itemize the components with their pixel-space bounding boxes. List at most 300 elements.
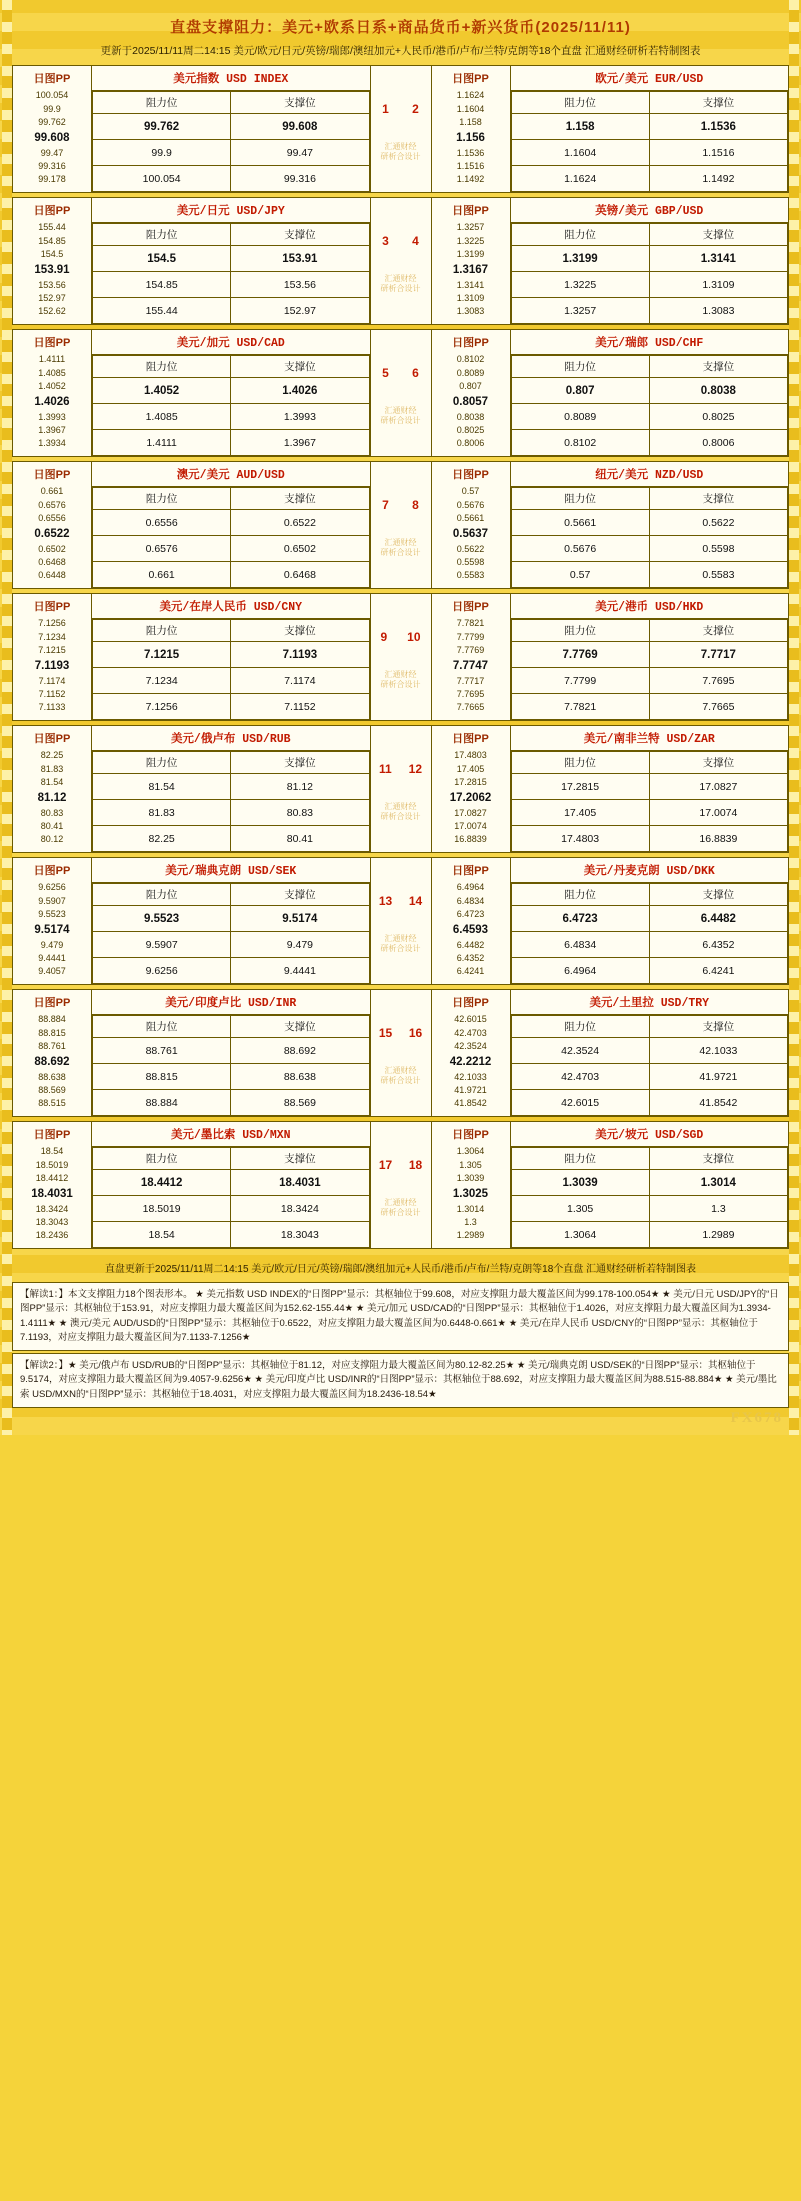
table-row (93, 774, 370, 800)
table-row (511, 536, 788, 562)
axis-value: 1.3141 (456, 280, 485, 291)
axis-value: 0.8089 (456, 367, 485, 378)
axis-value: 1.1492 (456, 174, 485, 185)
resistance-value: 18.4412 (93, 1170, 231, 1196)
resistance-value: 1.1604 (511, 140, 649, 166)
axis-value: 99.316 (38, 161, 66, 172)
axis-value: 6.4482 (456, 940, 485, 951)
watermark-text: 汇通财经 研析合设计 (380, 142, 421, 161)
resistance-value: 0.6556 (93, 510, 231, 536)
column-header-support: 支撑位 (231, 884, 369, 906)
resistance-value: 7.7821 (511, 694, 649, 720)
support-value: 1.3014 (649, 1170, 787, 1196)
support-value: 80.83 (231, 800, 369, 826)
axis-value: 9.5907 (38, 895, 66, 906)
axis-value: 99.608 (34, 131, 70, 144)
axis-value: 17.0827 (454, 808, 487, 819)
index-number-left: 3 (382, 234, 389, 249)
axis-scale-right (431, 330, 510, 457)
table-row (93, 404, 370, 430)
resistance-value: 99.9 (93, 140, 231, 166)
axis-value: 88.884 (38, 1014, 66, 1025)
column-header-support: 支撑位 (649, 92, 787, 114)
resistance-value: 1.4085 (93, 404, 231, 430)
support-value: 41.9721 (649, 1064, 787, 1090)
support-value: 7.1174 (231, 668, 369, 694)
axis-value: 82.25 (40, 750, 64, 761)
axis-value: 9.5174 (34, 923, 70, 936)
support-value: 17.0827 (649, 774, 787, 800)
support-value: 9.5174 (231, 906, 369, 932)
resistance-value: 17.405 (511, 800, 649, 826)
axis-value: 1.3967 (38, 425, 66, 436)
axis-value: 0.5598 (456, 557, 485, 568)
index-number-right: 2 (412, 102, 419, 117)
axis-value: 7.7747 (452, 659, 489, 672)
axis-value: 9.4441 (38, 953, 66, 964)
axis-value: 7.1152 (38, 689, 66, 700)
resistance-value: 154.85 (93, 272, 231, 298)
axis-header-label: 日图PP (452, 336, 489, 349)
axis-value: 1.1516 (456, 161, 485, 172)
pair-block-right (510, 594, 789, 721)
table-row (93, 958, 370, 984)
axis-value: 1.3225 (456, 235, 485, 246)
pair-block-left (92, 330, 371, 457)
axis-value: 16.8839 (454, 834, 487, 845)
table-row (93, 1170, 370, 1196)
table-row (93, 906, 370, 932)
index-column (370, 858, 431, 985)
axis-value: 1.1536 (456, 148, 485, 159)
support-value: 1.3109 (649, 272, 787, 298)
pair-block-left (92, 198, 371, 325)
index-number-left: 1 (382, 102, 389, 117)
axis-value: 1.4026 (34, 395, 70, 408)
index-number-left: 17 (378, 1158, 393, 1173)
support-value: 9.4441 (231, 958, 369, 984)
column-header-support: 支撑位 (231, 92, 369, 114)
table-row (511, 510, 788, 536)
axis-value: 0.6468 (38, 557, 66, 568)
axis-header-label: 日图PP (33, 204, 71, 217)
axis-value: 0.57 (461, 486, 480, 497)
axis-header-label: 日图PP (33, 72, 71, 85)
axis-value: 1.3993 (38, 412, 66, 423)
resistance-value: 9.5523 (93, 906, 231, 932)
axis-value: 0.6522 (34, 527, 70, 540)
table-row (93, 536, 370, 562)
index-number-right: 8 (412, 498, 419, 513)
resistance-value: 0.6576 (93, 536, 231, 562)
axis-value: 6.4834 (456, 895, 485, 906)
axis-value: 6.4352 (456, 953, 485, 964)
table-row (511, 140, 788, 166)
index-number-right: 10 (407, 630, 421, 645)
axis-value: 41.8542 (454, 1098, 487, 1109)
pair-block-left (92, 462, 371, 589)
column-header-resistance: 阻力位 (93, 92, 231, 114)
note-1: 【解读1：】本文支撑阻力18个图表形本。 ★ 美元指数 USD INDEX的“日图PP”显示：其枢轴位于99.608，对应支撑阻力最大覆盖区间为99.178-100.054★ ★ 美元/日元 USD/JPY的“日图PP”显示：其枢轴位于153.91，对应支撑阻力最大覆盖区间为152.62-155.44★ ★ 美元/加元 USD/CAD的“日图PP”显示：其枢轴位于1.4026，对应支撑阻力最大覆盖区间为1.3934-1.4111★ ★ 澳元/美元 AUD/USD的“日图PP”显示：其枢轴位于0.6522，对应支撑阻力最大覆盖区间为0.6448-0.661★ ★ 美元/在岸人民币 USD/CNY的“日图PP”显示：其枢轴位于7.1193，对应支撑阻力最大覆盖区间为7.1133-7.1256★ (12, 1282, 789, 1351)
axis-value: 88.638 (38, 1072, 66, 1083)
axis-value: 0.5622 (456, 544, 485, 555)
column-header-resistance: 阻力位 (93, 884, 231, 906)
table-row (511, 694, 788, 720)
axis-scale-right (431, 66, 510, 193)
axis-header-label: 日图PP (33, 1128, 71, 1141)
resistance-value: 1.3199 (511, 246, 649, 272)
axis-value: 1.3 (464, 1217, 477, 1228)
pair-row-block (12, 461, 789, 589)
axis-value: 1.3167 (452, 263, 489, 276)
support-value: 18.4031 (231, 1170, 369, 1196)
pair-block-left (92, 990, 371, 1117)
axis-value: 17.405 (456, 763, 485, 774)
support-value: 81.12 (231, 774, 369, 800)
resistance-value: 0.5676 (511, 536, 649, 562)
axis-value: 42.3524 (454, 1040, 487, 1051)
table-row (93, 298, 370, 324)
axis-value: 0.8006 (456, 438, 485, 449)
column-header-resistance: 阻力位 (93, 356, 231, 378)
table-row (93, 562, 370, 588)
axis-header-label: 日图PP (33, 996, 71, 1009)
index-number-right: 18 (408, 1158, 423, 1173)
film-strip-right-decor (789, 0, 799, 1435)
pair-name: 美元/加元 USD/CAD (92, 330, 370, 355)
table-row (511, 668, 788, 694)
resistance-value: 18.5019 (93, 1196, 231, 1222)
axis-value: 42.6015 (454, 1014, 487, 1025)
axis-scale-left (13, 198, 92, 325)
support-value: 1.3083 (649, 298, 787, 324)
table-row (93, 642, 370, 668)
support-value: 153.56 (231, 272, 369, 298)
resistance-value: 81.54 (93, 774, 231, 800)
pair-block-right (510, 330, 789, 457)
axis-value: 6.4593 (452, 923, 489, 936)
axis-value: 152.97 (38, 293, 66, 304)
resistance-value: 1.3225 (511, 272, 649, 298)
axis-value: 0.6576 (38, 499, 66, 510)
support-value: 99.608 (231, 114, 369, 140)
resistance-value: 100.054 (93, 166, 231, 192)
index-column (370, 990, 431, 1117)
axis-value: 41.9721 (454, 1085, 487, 1096)
table-row (511, 1064, 788, 1090)
index-number-left: 9 (380, 630, 388, 645)
support-value: 18.3424 (231, 1196, 369, 1222)
pair-name: 英镑/美元 GBP/USD (511, 198, 789, 223)
support-value: 18.3043 (231, 1222, 369, 1248)
pair-name: 美元/在岸人民币 USD/CNY (92, 594, 370, 619)
column-header-support: 支撑位 (649, 224, 787, 246)
axis-value: 9.6256 (38, 882, 66, 893)
support-value: 1.1536 (649, 114, 787, 140)
resistance-value: 1.3257 (511, 298, 649, 324)
resistance-value: 0.8102 (511, 430, 649, 456)
support-value: 99.47 (231, 140, 369, 166)
index-number-right: 12 (408, 762, 422, 777)
support-value: 99.316 (231, 166, 369, 192)
resistance-value: 7.7769 (511, 642, 649, 668)
film-strip-left-decor (2, 0, 12, 1435)
axis-value: 7.1215 (38, 644, 66, 655)
axis-value: 1.156 (456, 131, 485, 144)
pair-block-right (510, 198, 789, 325)
support-value: 152.97 (231, 298, 369, 324)
axis-value: 7.1174 (38, 676, 66, 687)
axis-scale-right (431, 726, 510, 853)
resistance-value: 1.3064 (511, 1222, 649, 1248)
resistance-value: 7.1234 (93, 668, 231, 694)
table-row (511, 562, 788, 588)
table-row (511, 378, 788, 404)
column-header-support: 支撑位 (231, 356, 369, 378)
axis-value: 0.6448 (38, 570, 66, 581)
axis-value: 153.91 (34, 263, 70, 276)
axis-value: 42.4703 (454, 1027, 487, 1038)
axis-value: 0.6502 (38, 544, 66, 555)
pair-name: 美元/土里拉 USD/TRY (511, 990, 789, 1015)
axis-value: 0.6556 (38, 512, 66, 523)
axis-value: 1.1624 (456, 90, 485, 101)
axis-value: 1.1604 (456, 103, 485, 114)
index-number-left: 15 (378, 1026, 393, 1041)
support-value: 6.4352 (649, 932, 787, 958)
axis-scale-left (13, 990, 92, 1117)
axis-value: 80.12 (40, 834, 64, 845)
watermark-text: 汇通财经 研析合设计 (380, 934, 421, 953)
axis-scale-left (13, 66, 92, 193)
table-row (511, 298, 788, 324)
axis-value: 17.4803 (454, 750, 487, 761)
column-header-resistance: 阻力位 (511, 1148, 649, 1170)
column-header-support: 支撑位 (231, 488, 369, 510)
table-row (511, 800, 788, 826)
axis-value: 18.3424 (35, 1204, 69, 1215)
support-value: 1.3 (649, 1196, 787, 1222)
pair-block-right (510, 858, 789, 985)
support-value: 0.6468 (231, 562, 369, 588)
resistance-value: 81.83 (93, 800, 231, 826)
axis-value: 1.3014 (456, 1204, 485, 1215)
support-value: 7.1193 (231, 642, 369, 668)
column-header-resistance: 阻力位 (511, 356, 649, 378)
axis-value: 1.305 (459, 1159, 482, 1170)
watermark-text: 汇通财经 研析合设计 (380, 1066, 421, 1085)
axis-scale-right (431, 1122, 510, 1249)
axis-value: 18.54 (40, 1146, 64, 1157)
support-value: 88.692 (231, 1038, 369, 1064)
watermark-text: 汇通财经 研析合设计 (380, 802, 421, 821)
note-2: 【解读2：】★ 美元/俄卢布 USD/RUB的“日图PP”显示：其枢轴位于81.12，对应支撑阻力最大覆盖区间为80.12-82.25★ ★ 美元/瑞典克朗 USD/SEK的“日图PP”显示：其枢轴位于9.5174，对应支撑阻力最大覆盖区间为9.4057-9.6256★ ★ 美元/印度卢比 USD/INR的“日图PP”显示：其枢轴位于88.692，对应支撑阻力最大覆盖区间为88.515-88.884★ ★ 美元/墨比索 USD/MXN的“日图PP”显示：其枢轴位于18.4031，对应支撑阻力最大覆盖区间为18.2436-18.54★ (12, 1353, 789, 1408)
axis-value: 42.2212 (449, 1055, 492, 1068)
resistance-value: 1.4052 (93, 378, 231, 404)
resistance-value: 82.25 (93, 826, 231, 852)
axis-scale-right (431, 858, 510, 985)
pair-block-right (510, 726, 789, 853)
axis-scale-right (431, 990, 510, 1117)
axis-scale-left (13, 1122, 92, 1249)
support-value: 1.4026 (231, 378, 369, 404)
axis-value: 1.3257 (456, 222, 485, 233)
pair-name: 美元/丹麦克朗 USD/DKK (511, 858, 789, 883)
axis-value: 88.692 (34, 1055, 70, 1068)
table-row (511, 430, 788, 456)
resistance-value: 1.158 (511, 114, 649, 140)
pair-block-right (510, 1122, 789, 1249)
table-row (511, 642, 788, 668)
column-header-support: 支撑位 (649, 752, 787, 774)
axis-value: 0.8038 (456, 412, 485, 423)
pair-block-left (92, 726, 371, 853)
axis-value: 7.7769 (456, 644, 485, 655)
table-row (93, 510, 370, 536)
column-header-support: 支撑位 (649, 1148, 787, 1170)
column-header-resistance: 阻力位 (511, 752, 649, 774)
column-header-resistance: 阻力位 (93, 1016, 231, 1038)
axis-value: 6.4964 (456, 882, 485, 893)
pair-row-block (12, 857, 789, 985)
pair-name: 美元/日元 USD/JPY (92, 198, 370, 223)
pair-name: 美元/坡元 USD/SGD (511, 1122, 789, 1147)
axis-value: 18.4412 (35, 1172, 69, 1183)
index-column (370, 66, 431, 193)
table-row (93, 166, 370, 192)
support-value: 0.8025 (649, 404, 787, 430)
resistance-value: 155.44 (93, 298, 231, 324)
table-row (93, 1090, 370, 1116)
support-value: 0.6522 (231, 510, 369, 536)
axis-value: 153.56 (38, 280, 66, 291)
support-value: 1.3993 (231, 404, 369, 430)
footer-update-line: 直盘更新于2025/11/11周二14:15 美元/欧元/日元/英镑/瑞郎/澳纽加元+人民币/港币/卢布/兰特/克朗等18个直盘 汇通财经研析若特制图表 (104, 1264, 697, 1275)
index-number-right: 16 (408, 1026, 423, 1041)
table-row (93, 114, 370, 140)
pair-name: 美元/瑞郎 USD/CHF (511, 330, 789, 355)
resistance-value: 88.761 (93, 1038, 231, 1064)
pair-name: 美元指数 USD INDEX (92, 66, 370, 91)
axis-header-label: 日图PP (452, 1128, 489, 1141)
resistance-value: 1.3039 (511, 1170, 649, 1196)
column-header-resistance: 阻力位 (511, 884, 649, 906)
index-column (370, 1122, 431, 1249)
axis-value: 18.5019 (35, 1159, 69, 1170)
table-row (511, 1090, 788, 1116)
axis-header-label: 日图PP (33, 600, 71, 613)
index-number-left: 13 (378, 894, 393, 909)
table-row (93, 1196, 370, 1222)
axis-value: 155.44 (38, 222, 66, 233)
resistance-value: 42.4703 (511, 1064, 649, 1090)
axis-value: 7.1133 (38, 702, 66, 713)
axis-value: 18.4031 (31, 1187, 73, 1200)
axis-value: 7.7821 (456, 618, 485, 629)
axis-value: 88.515 (38, 1098, 66, 1109)
axis-value: 99.178 (38, 174, 66, 185)
axis-value: 17.0074 (454, 821, 487, 832)
axis-header-label: 日图PP (33, 336, 71, 349)
axis-value: 88.569 (38, 1085, 66, 1096)
support-value: 1.3141 (649, 246, 787, 272)
support-value: 153.91 (231, 246, 369, 272)
axis-value: 17.2815 (454, 776, 487, 787)
resistance-value: 0.807 (511, 378, 649, 404)
axis-value: 1.3109 (456, 293, 485, 304)
index-column (370, 594, 431, 721)
pair-row-block (12, 197, 789, 325)
support-value: 42.1033 (649, 1038, 787, 1064)
axis-value: 1.3934 (38, 438, 66, 449)
column-header-support: 支撑位 (231, 1016, 369, 1038)
table-row (93, 246, 370, 272)
axis-header-label: 日图PP (33, 732, 71, 745)
axis-value: 1.4085 (38, 367, 66, 378)
column-header-support: 支撑位 (231, 1148, 369, 1170)
resistance-value: 42.3524 (511, 1038, 649, 1064)
column-header-support: 支撑位 (649, 884, 787, 906)
axis-value: 1.3039 (456, 1172, 485, 1183)
resistance-value: 99.762 (93, 114, 231, 140)
support-value: 41.8542 (649, 1090, 787, 1116)
table-row (511, 404, 788, 430)
column-header-resistance: 阻力位 (511, 1016, 649, 1038)
axis-value: 81.83 (40, 763, 64, 774)
resistance-value: 9.6256 (93, 958, 231, 984)
support-value: 6.4241 (649, 958, 787, 984)
table-row (511, 166, 788, 192)
pair-block-right (510, 990, 789, 1117)
axis-value: 1.158 (459, 116, 482, 127)
table-row (93, 1064, 370, 1090)
axis-value: 7.1256 (38, 618, 66, 629)
axis-header-label: 日图PP (452, 204, 489, 217)
index-number-left: 5 (382, 366, 389, 381)
support-value: 88.638 (231, 1064, 369, 1090)
table-row (511, 826, 788, 852)
table-row (93, 694, 370, 720)
pair-row-block (12, 989, 789, 1117)
resistance-value: 88.815 (93, 1064, 231, 1090)
table-row (511, 932, 788, 958)
axis-value: 1.2989 (456, 1230, 485, 1241)
column-header-support: 支撑位 (231, 752, 369, 774)
axis-value: 9.4057 (38, 966, 66, 977)
table-row (511, 958, 788, 984)
resistance-value: 7.1215 (93, 642, 231, 668)
axis-header-label: 日图PP (33, 468, 71, 481)
index-column (370, 726, 431, 853)
axis-value: 6.4241 (456, 966, 485, 977)
index-number-left: 7 (382, 498, 389, 513)
support-value: 7.7665 (649, 694, 787, 720)
resistance-value: 18.54 (93, 1222, 231, 1248)
axis-value: 1.3083 (456, 306, 485, 317)
column-header-resistance: 阻力位 (93, 620, 231, 642)
axis-value: 0.5661 (456, 512, 485, 523)
index-number-right: 6 (412, 366, 419, 381)
axis-value: 99.47 (40, 148, 64, 159)
axis-value: 42.1033 (454, 1072, 487, 1083)
pair-name: 美元/墨比索 USD/MXN (92, 1122, 370, 1147)
axis-header-label: 日图PP (452, 600, 489, 613)
watermark-text: 汇通财经 研析合设计 (380, 274, 421, 293)
index-column (370, 330, 431, 457)
pair-name: 欧元/美元 EUR/USD (511, 66, 789, 91)
index-number-left: 11 (378, 762, 392, 777)
support-value: 7.7717 (649, 642, 787, 668)
